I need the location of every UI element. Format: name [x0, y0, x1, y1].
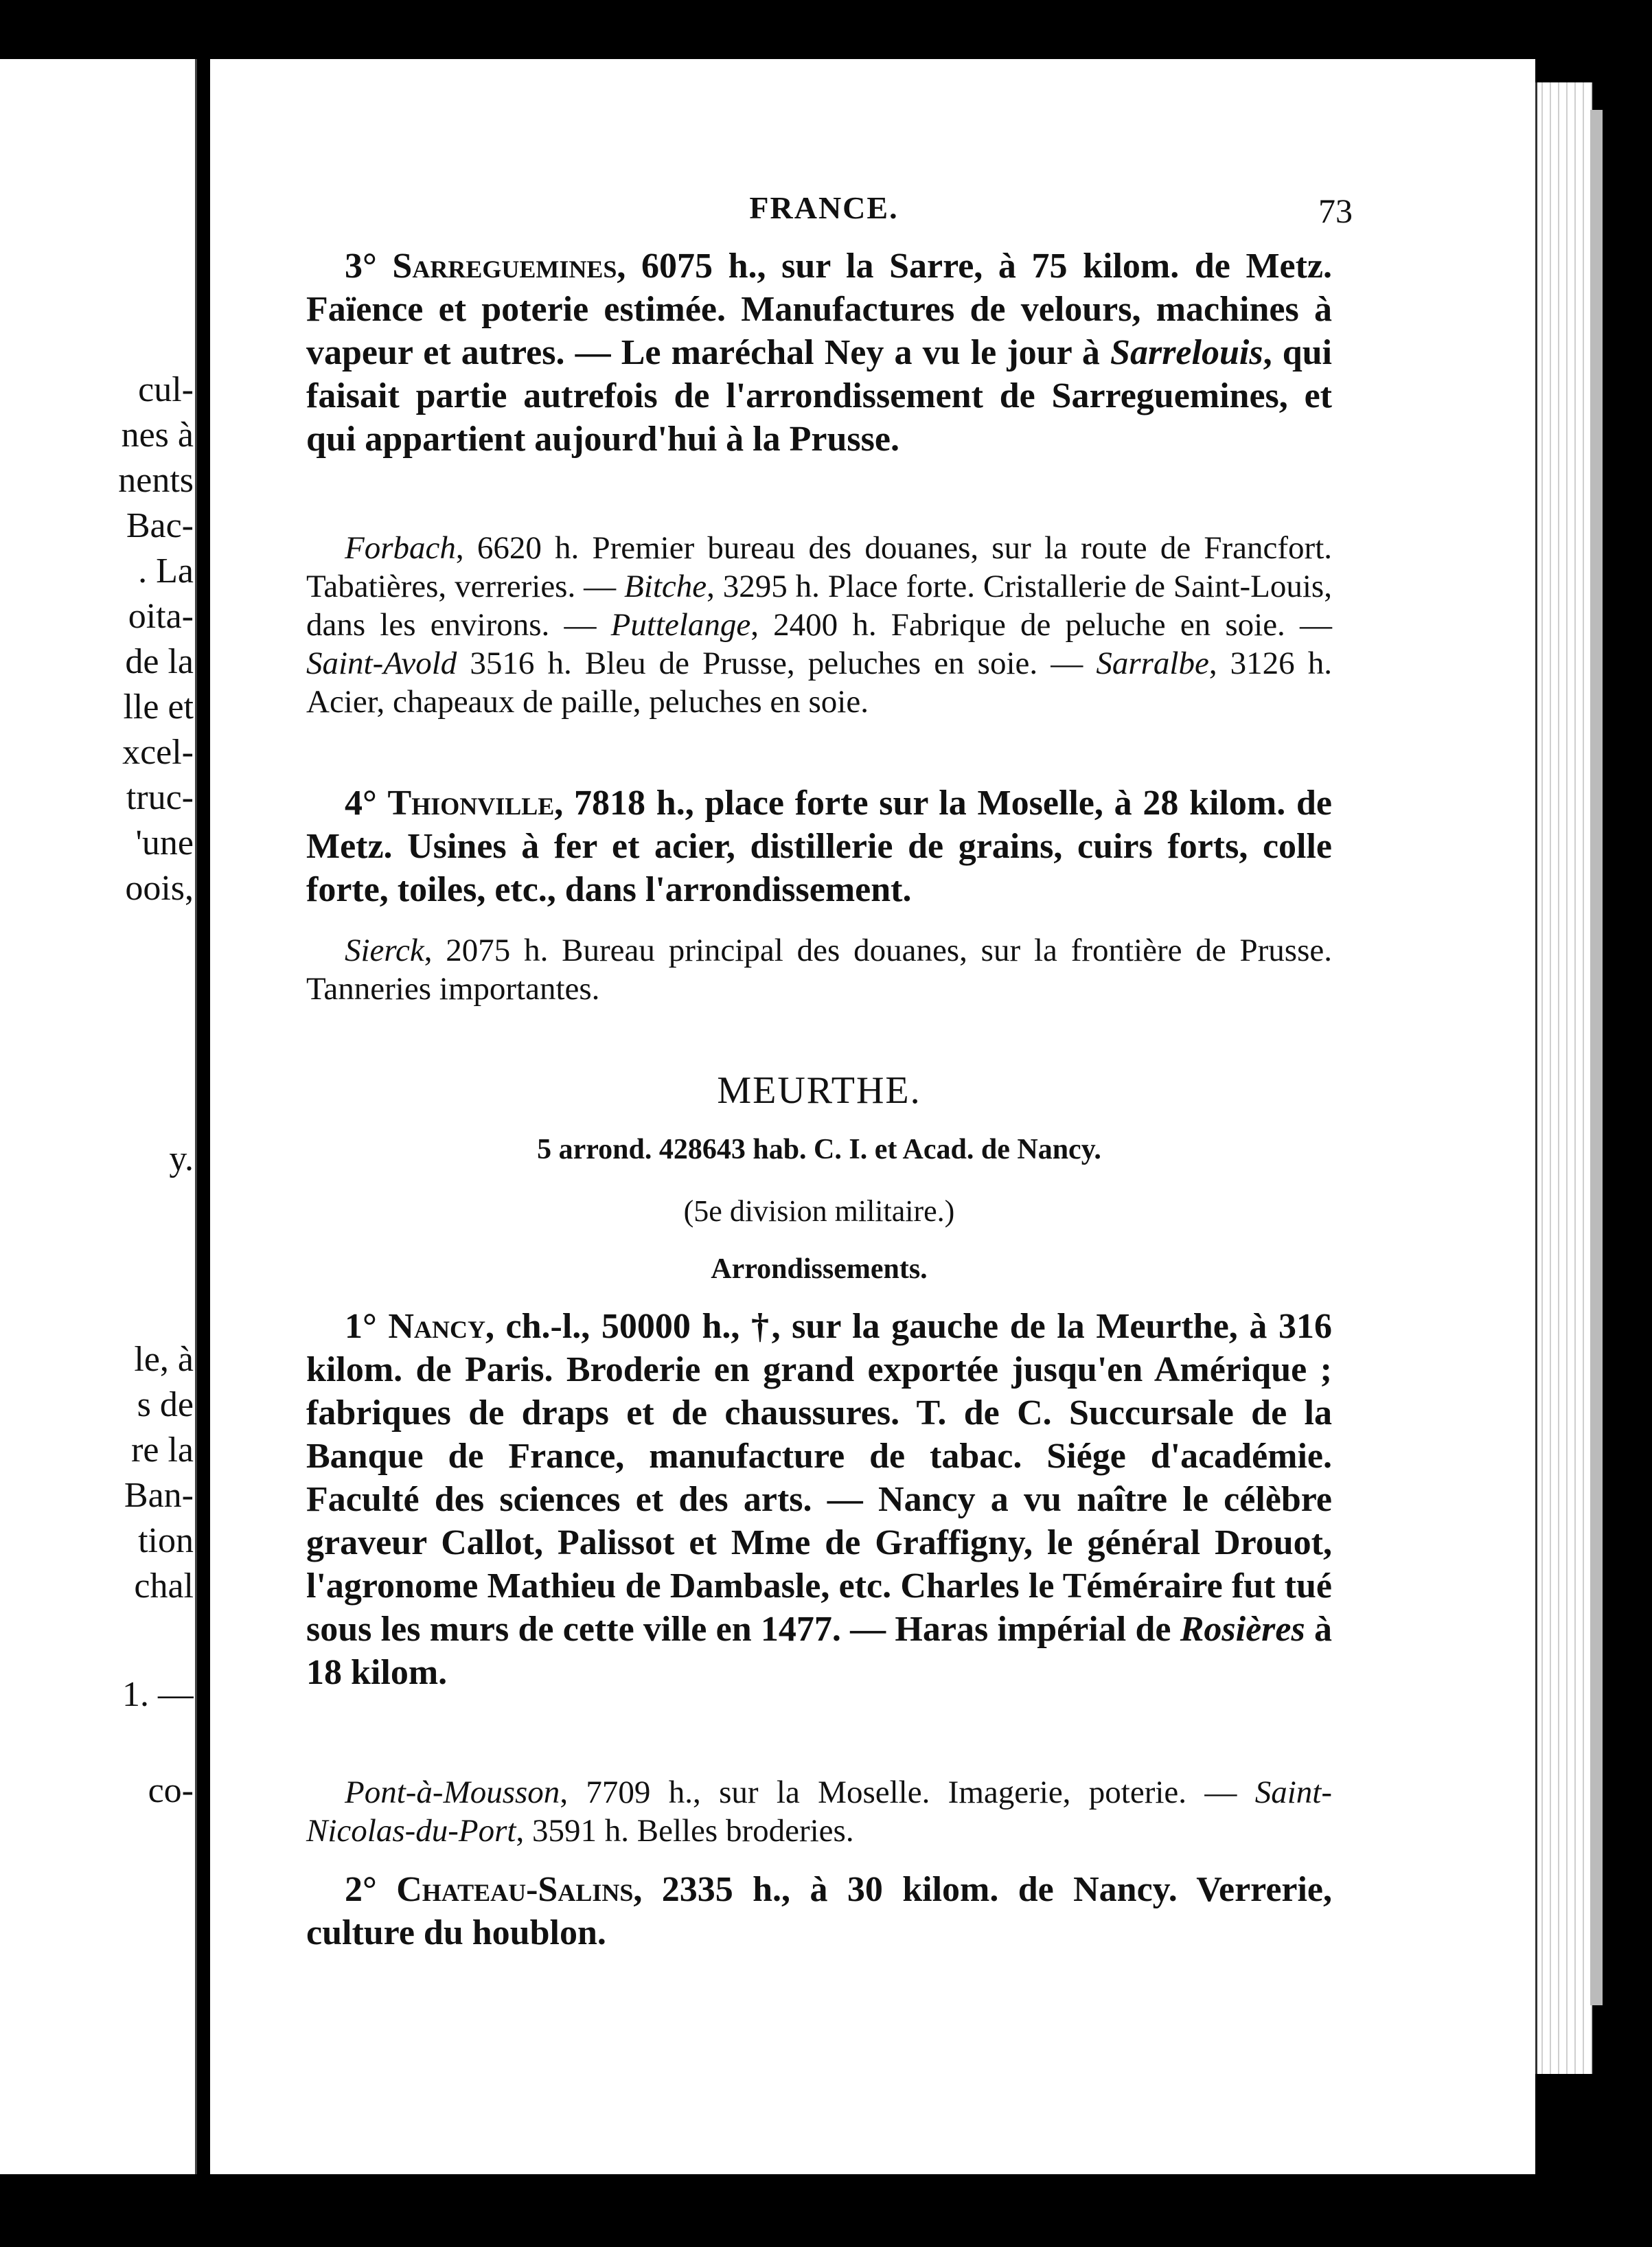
- place-name: Saint-Avold: [306, 646, 457, 681]
- left-page-text-fragment: truc-: [126, 779, 194, 817]
- page-edges: [1535, 82, 1592, 2074]
- left-page-text-fragment: tion: [138, 1522, 194, 1560]
- left-page-text-fragment: 1. —: [122, 1676, 194, 1714]
- entry-ordinal: 4°: [345, 784, 377, 823]
- entry-text: , ch.-l., 50000 h., †, sur la gauche de la Meurthe, à 316 kilom. de Paris. Broderie en grand exportée jusqu'en Amérique ; fabriques de draps et de chaussures. T. de C. Succursale de la Banque de France, manufacture de tabac. Siége d'académie. Faculté des sciences et des arts. — Nancy a vu naître le célèbre graveur Callot, Palissot et Mme de Graffigny, le général Drouot, l'agronome Mathieu de Dambasle, etc. Charles le Téméraire fut tué sous les murs de cette ville en 1477. — Haras impérial de: [306, 1307, 1332, 1649]
- left-page-text-fragment: re la: [131, 1431, 194, 1470]
- place-text: , 3591 h. Belles broderies.: [516, 1813, 854, 1849]
- place-name: Pont-à-Mousson: [345, 1775, 560, 1810]
- entry-nancy: [306, 1305, 1332, 1694]
- place-name: Bitche: [624, 569, 707, 604]
- left-page-text-fragment: s de: [137, 1386, 194, 1424]
- entry-text: , 6075 h., sur la Sarre, à 75 kilom. de Metz. Faïence et poterie estimée. Manufactures de velours, machines à vapeur et autres. — Le maréchal Ney a vu le jour à: [306, 247, 1332, 372]
- left-page-text-fragment: nes à: [121, 416, 194, 455]
- running-head: FRANCE.: [749, 190, 899, 225]
- place-name: Saint-Nicolas-du-Port: [306, 1775, 1332, 1849]
- left-page-text-fragment: co-: [148, 1772, 194, 1810]
- entry-text: , 2335 h., à 30 kilom. de Nancy. Verrerie, culture du houblon.: [306, 1870, 1333, 1952]
- place-text: , 2400 h. Fabrique de peluche en soie. —: [750, 607, 1332, 643]
- entry-sarreguemines: [306, 244, 1332, 461]
- place-text: , 7709 h., sur la Moselle. Imagerie, poterie. —: [560, 1775, 1255, 1810]
- place-text: 3516 h. Bleu de Prusse, peluches en soie. —: [457, 646, 1097, 681]
- left-page-text-fragment: de la: [125, 643, 194, 681]
- entry-text: , 7818 h., place forte sur la Moselle, à 28 kilom. de Metz. Usines à fer et acier, distillerie de grains, cuirs forts, colle forte, toiles, etc., dans l'arrondissement.: [306, 784, 1332, 909]
- left-page-text-fragment: cul-: [138, 371, 194, 409]
- page-number: 73: [1318, 192, 1353, 230]
- section-subtitle: 5 arrond. 428643 hab. C. I. et Acad. de Nancy.: [537, 1134, 1101, 1165]
- place-name: Sarralbe: [1096, 646, 1209, 681]
- place-text: , 6620 h. Premier bureau des douanes, sur la route de Francfort. Tabatières, verreries. —: [306, 530, 1332, 604]
- place-text: , 2075 h. Bureau principal des douanes, sur la frontière de Prusse. Tanneries importantes.: [306, 933, 1332, 1007]
- place-name: Puttelange: [610, 607, 751, 643]
- entry-ordinal: 1°: [345, 1307, 377, 1346]
- left-page-text-fragment: y.: [169, 1140, 194, 1178]
- left-page-text-fragment: nents: [118, 461, 194, 500]
- left-page-text-fragment: oois,: [125, 869, 194, 908]
- entry-text-after: , qui faisait partie autrefois de l'arrondissement de Sarreguemines, et qui appartient aujourd'hui à la Prusse.: [306, 333, 1332, 459]
- book-cover-edge: [1590, 110, 1603, 2005]
- place-name: Forbach: [345, 530, 456, 566]
- entry-thionville: [306, 782, 1332, 911]
- left-page-fragment: [0, 59, 197, 2174]
- entry-name: Sarreguemines: [392, 247, 617, 286]
- section-arrondissements-heading: Arrondissements.: [711, 1253, 928, 1285]
- entry-sierck-block: [306, 931, 1332, 1008]
- entry-forbach-block: [306, 529, 1332, 721]
- left-page-text-fragment: . La: [138, 552, 194, 591]
- place-text: , 3126 h. Acier, chapeaux de paille, peluches en soie.: [306, 646, 1332, 720]
- entry-text-after: à 18 kilom.: [306, 1610, 1333, 1692]
- entry-place: Rosières: [1180, 1610, 1305, 1649]
- left-page-text-fragment: oita-: [128, 597, 194, 636]
- section-title: MEURTHE.: [717, 1069, 921, 1112]
- entry-ordinal: 2°: [345, 1870, 377, 1909]
- left-page-text-fragment: 'une: [135, 824, 194, 863]
- entry-pont-a-mousson-block: [306, 1773, 1332, 1850]
- entry-name: Nancy: [388, 1307, 485, 1346]
- left-page-text-fragment: le, à: [134, 1341, 194, 1379]
- entry-name: Thionville: [387, 784, 555, 823]
- entry-place: Sarrelouis: [1110, 333, 1263, 372]
- entry-name: Chateau-Salins: [396, 1870, 634, 1909]
- place-name: Sierck: [345, 933, 424, 968]
- entry-ordinal: 3°: [345, 247, 377, 286]
- left-page-text-fragment: Bac-: [126, 507, 194, 545]
- entry-chateau-salins: [306, 1868, 1332, 1954]
- left-page-text-fragment: Ban-: [124, 1476, 194, 1515]
- left-page-text-fragment: xcel-: [122, 733, 194, 772]
- left-page-text-fragment: chal: [134, 1567, 194, 1606]
- section-division: (5e division militaire.): [683, 1194, 955, 1228]
- left-page-text-fragment: lle et: [123, 688, 194, 727]
- place-text: , 3295 h. Place forte. Cristallerie de Saint-Louis, dans les environs. —: [306, 569, 1332, 643]
